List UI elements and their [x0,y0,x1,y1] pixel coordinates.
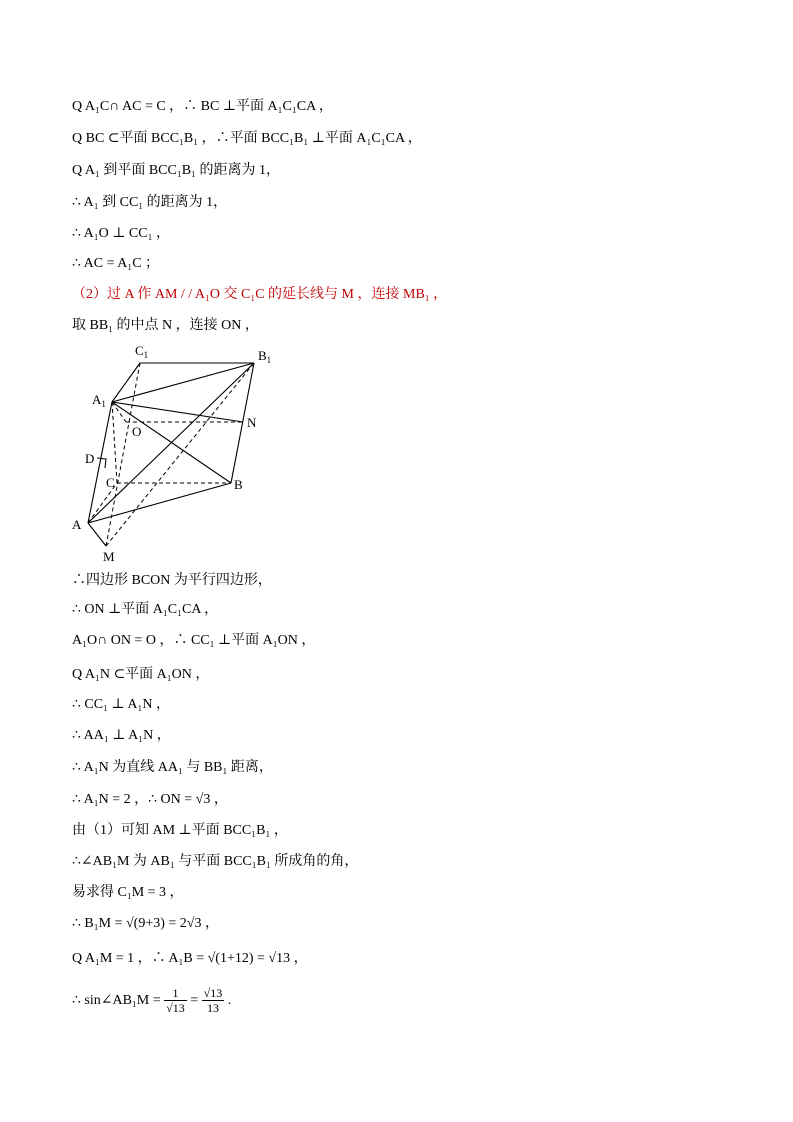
edge-A1B1 [112,363,254,402]
line-13: ∴ CC₁ ⊥ A₁N ， [72,697,170,712]
label-B: B [234,477,243,492]
edge-A1N [112,402,243,422]
line-3: Q A₁ 到平面 BCC₁B₁ 的距离为 1， [72,163,280,178]
edge-MB1 [106,363,254,546]
line-16: ∴ A₁N = 2 ，∴ ON = √3 ， [72,792,228,807]
label-O: O [132,424,142,439]
line-6: ∴ AC = A₁C ； [72,256,160,271]
label-N: N [247,415,257,430]
dashed-edges [88,363,254,546]
line-4: ∴ A₁ 到 CC₁ 的距离为 1， [72,195,228,210]
line-1: Q A₁C∩ AC = C ，∴ BC ⊥平面 A₁C₁CA ， [72,99,333,114]
edge-A1C [112,402,117,483]
label-B1: $B_1$ [258,348,272,365]
line-10: ∴ ON ⊥平面 A₁C₁CA ， [72,602,219,617]
line-12: Q A₁N ⊂平面 A₁ON ， [72,667,210,682]
label-A1: $A_1$ [92,392,106,409]
sin-prefix: ∴ sin∠AB₁M = [72,993,165,1008]
fraction-1: $\frac{1}{√13}$ [166,986,185,1016]
label-C1: $C_1$ [135,343,149,360]
right-angle-mark [97,458,106,468]
equals-sign: = [186,993,202,1008]
label-C: C [106,475,115,490]
label-M: M [103,549,115,564]
line-9: ∴四边形 BCON 为平行四边形， [72,573,272,588]
line-11: A₁O∩ ON = O ，∴ CC₁ ⊥平面 A₁ON ， [72,633,316,648]
line-18: ∴∠AB₁M 为 AB₁ 与平面 BCC₁B₁ 所成角的角， [72,854,359,869]
line-19: 易求得 C₁M = 3 ， [72,885,184,900]
line-5: ∴ A₁O ⊥ CC₁ ， [72,226,170,241]
line-21: Q A₁M = 1 ，∴ A₁B = √(1+12) = √13 ， [72,951,308,966]
edge-A1O [112,402,126,422]
line-14: ∴ AA₁ ⊥ A₁N ， [72,728,171,743]
line-15: ∴ A₁N 为直线 AA₁ 与 BB₁ 距离， [72,760,273,775]
line-7: （2）过 A 作 AM / / A₁O 交 C₁C 的延长线与 M ，连接 MB₁ ， [72,287,448,302]
line-17: 由（1）可知 AM ⊥平面 BCC₁B₁ ， [72,823,288,838]
edge-A1C1 [112,363,140,402]
solid-edges [88,363,254,546]
label-D: D [85,451,95,466]
period: . [224,993,232,1008]
line-2: Q BC ⊂平面 BCC₁B₁ ，∴平面 BCC₁B₁ ⊥平面 A₁C₁CA ， [72,131,422,146]
edge-AB1 [88,363,254,523]
line-8: 取 BB₁ 的中点 N ，连接 ON ， [72,318,259,333]
edge-C1M [106,363,140,546]
line-22 [72,984,231,1018]
line-20: ∴ B₁M = √(9+3) = 2√3 ， [72,916,219,931]
label-A: A [72,517,82,532]
geometry-figure [66,340,276,565]
edge-AM [88,523,106,546]
fraction-2: $\frac{√13}{13}$ [203,986,223,1016]
